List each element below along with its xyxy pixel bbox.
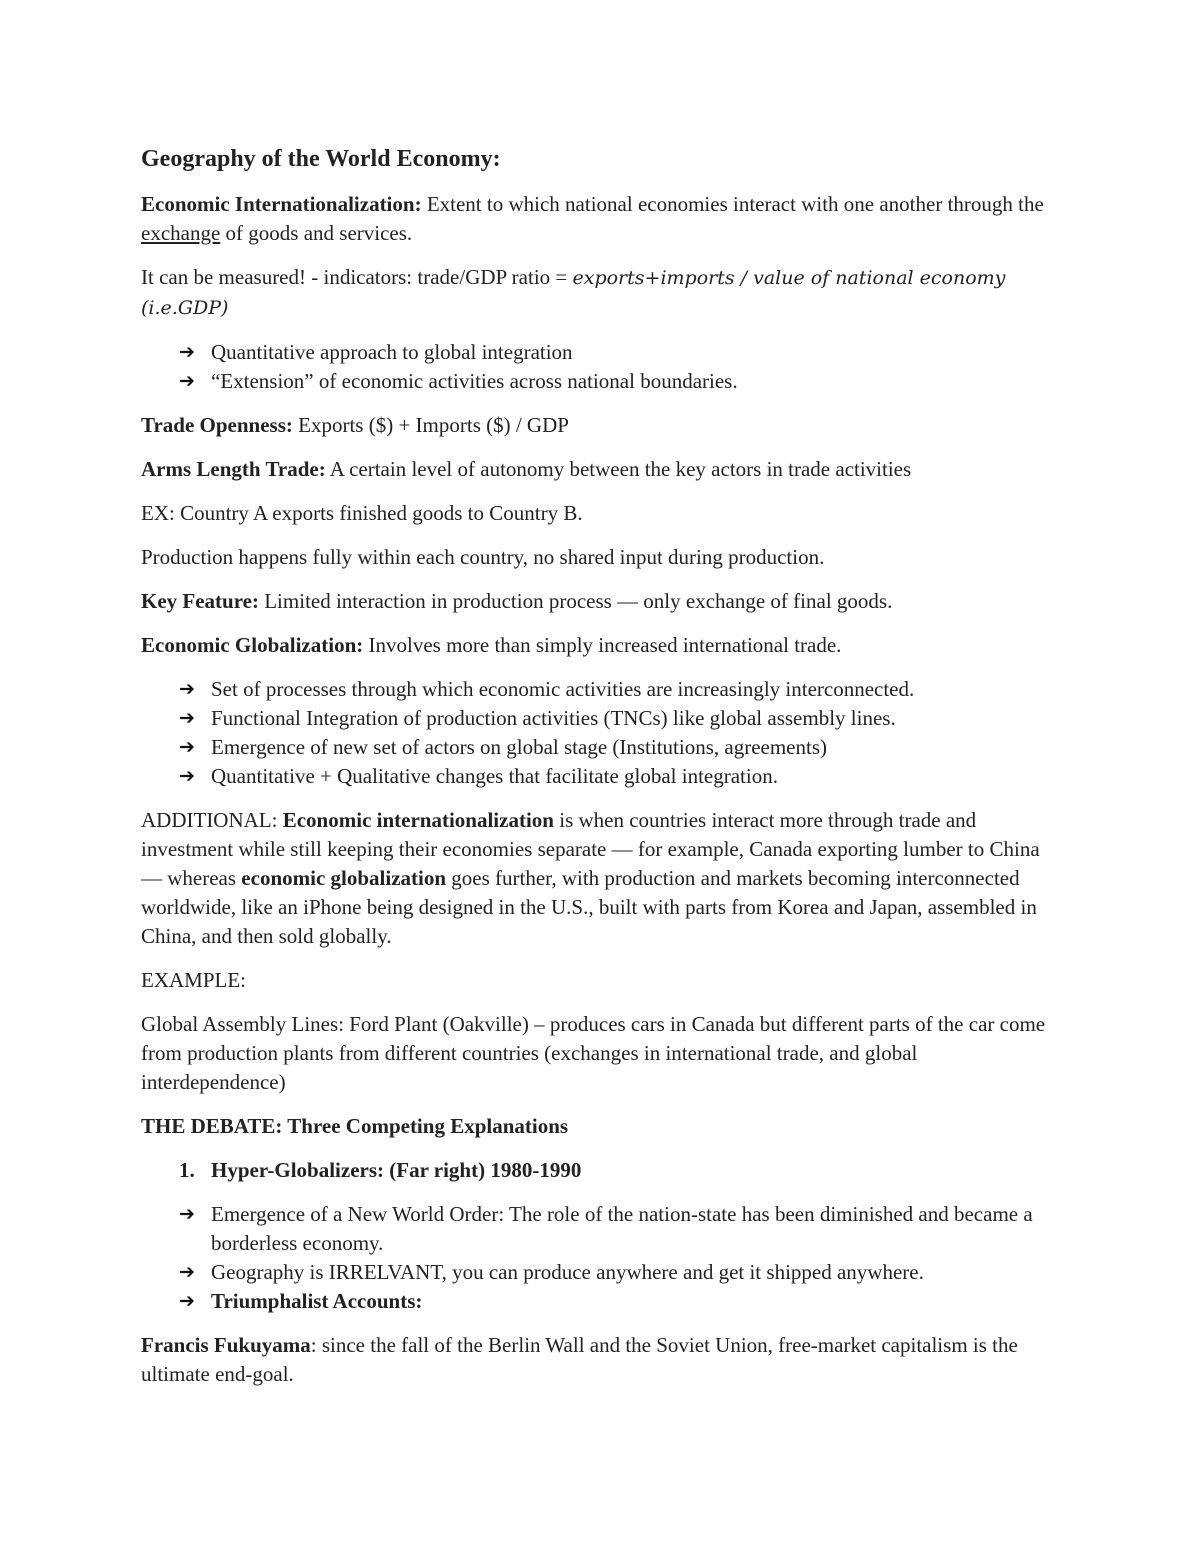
arrow-icon: ➔: [179, 707, 195, 729]
term-label: Key Feature:: [141, 589, 259, 613]
list-item-text: Quantitative approach to global integration: [211, 340, 573, 364]
globalization-bullet-list: [141, 675, 1060, 791]
list-item: [141, 1287, 1060, 1316]
arrow-icon: ➔: [179, 736, 195, 758]
list-item: [141, 762, 1060, 791]
list-item-text: Geography is IRRELVANT, you can produce anywhere and get it shipped anywhere.: [211, 1260, 924, 1284]
example-label: EXAMPLE:: [141, 968, 246, 992]
production-line: Production happens fully within each country, no shared input during production.: [141, 545, 825, 569]
definition-text: Extent to which national economies interact with one another through the: [421, 192, 1044, 216]
economic-globalization-definition: [141, 631, 1060, 660]
arrow-icon: ➔: [179, 370, 195, 392]
definition-text: Exports ($) + Imports ($) / GDP: [292, 413, 569, 437]
paragraph-text: is when countries interact more through trade and investment while still keeping their economies separate — for example, Canada exporting lumber to China — whereas: [141, 808, 1040, 890]
list-item: [141, 1258, 1060, 1287]
paragraph-text: goes further, with production and markets becoming interconnected worldwide, like an iPhone being designed in the U.S., built with parts from Korea and Japan, assembled in China, and then sold globally.: [141, 866, 1037, 948]
additional-paragraph: [141, 806, 1060, 951]
list-item: [141, 1200, 1060, 1258]
page-title: Geography of the World Economy:: [141, 146, 501, 172]
measurement-paragraph: [141, 263, 1060, 323]
arrow-icon: ➔: [179, 1261, 195, 1283]
economic-internationalization-definition: [141, 190, 1060, 248]
ratio-formula: exports+imports / value of national economy: [572, 267, 1006, 289]
list-item-text: Quantitative + Qualitative changes that facilitate global integration.: [211, 764, 778, 788]
list-item-text: Set of processes through which economic activities are increasingly interconnected.: [211, 677, 915, 701]
numbered-list: [141, 1156, 1060, 1185]
trade-openness-definition: [141, 411, 1060, 440]
term-label: Economic Internationalization:: [141, 192, 422, 216]
list-item: [141, 733, 1060, 762]
list-item: [141, 338, 1060, 367]
arrow-icon: ➔: [179, 341, 195, 363]
measurement-text: It can be measured! - indicators: trade/GDP ratio =: [141, 265, 573, 289]
hyper-globalizers-bullet-list: [141, 1200, 1060, 1316]
list-item-text: Triumphalist Accounts:: [211, 1289, 423, 1313]
list-item-text: “Extension” of economic activities across national boundaries.: [211, 369, 738, 393]
definition-text: Limited interaction in production process — only exchange of final goods.: [258, 589, 893, 613]
underlined-word: exchange: [141, 221, 221, 245]
measurement-bullet-list: [141, 338, 1060, 396]
definition-text: Involves more than simply increased international trade.: [363, 633, 842, 657]
list-number: 1.: [179, 1158, 195, 1182]
term-label: Arms Length Trade:: [141, 457, 326, 481]
example-paragraph: Global Assembly Lines: Ford Plant (Oakville) – produces cars in Canada but different parts of the car come from production plants from different countries (exchanges in international trade, and global interdependence): [141, 1012, 1046, 1094]
bold-term: Economic internationalization: [282, 808, 554, 832]
list-item: [141, 675, 1060, 704]
arrow-icon: ➔: [179, 678, 195, 700]
key-feature-line: [141, 587, 1060, 616]
arrow-icon: ➔: [179, 1290, 195, 1312]
list-item: [141, 367, 1060, 396]
arrow-icon: ➔: [179, 1203, 195, 1225]
numbered-item: [141, 1156, 1060, 1185]
arms-length-definition: [141, 455, 1060, 484]
debate-heading: THE DEBATE: Three Competing Explanations: [141, 1114, 569, 1138]
additional-prefix: ADDITIONAL:: [141, 808, 283, 832]
list-item-text: Functional Integration of production activities (TNCs) like global assembly lines.: [211, 706, 896, 730]
term-label: Trade Openness:: [141, 413, 293, 437]
bold-term: economic globalization: [241, 866, 447, 890]
numbered-item-label: Hyper-Globalizers: (Far right) 1980-1990: [211, 1158, 582, 1182]
ratio-formula-note: (i.e.GDP): [141, 297, 229, 319]
paragraph-text: : since the fall of the Berlin Wall and the Soviet Union, free-market capitalism is the ultimate end-goal.: [141, 1333, 1018, 1386]
fukuyama-paragraph: [141, 1331, 1060, 1389]
definition-text: A certain level of autonomy between the key actors in trade activities: [325, 457, 912, 481]
example-line: EX: Country A exports finished goods to Country B.: [141, 501, 583, 525]
person-name: Francis Fukuyama: [141, 1333, 311, 1357]
arrow-icon: ➔: [179, 765, 195, 787]
list-item: [141, 704, 1060, 733]
definition-text: of goods and services.: [220, 221, 413, 245]
term-label: Economic Globalization:: [141, 633, 364, 657]
list-item-text: Emergence of new set of actors on global stage (Institutions, agreements): [211, 735, 828, 759]
list-item-text: Emergence of a New World Order: The role of the nation-state has been diminished and became a borderless economy.: [211, 1202, 1033, 1255]
